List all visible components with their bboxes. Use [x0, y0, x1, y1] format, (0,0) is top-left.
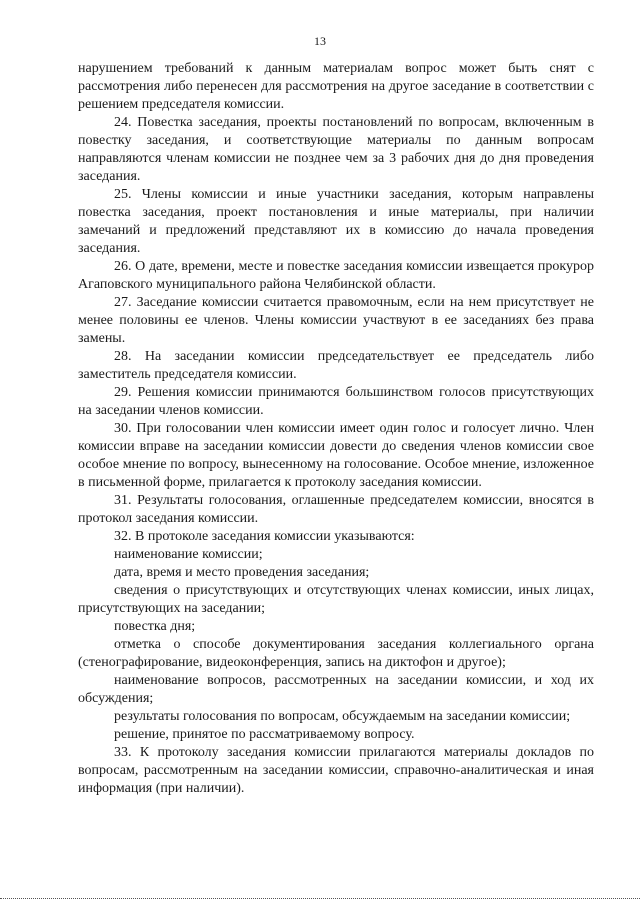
paragraph-24: 24. Повестка заседания, проекты постановлений по вопросам, включенным в повестку заседания, и соответствующие материалы по данным вопросам направляются членам комиссии не позднее чем за 3 рабочих дня до дня проведения заседания.: [78, 115, 594, 184]
paragraph-31: 31. Результаты голосования, оглашенные председателем комиссии, вносятся в протокол заседания комиссии.: [78, 493, 594, 526]
paragraph-29: 29. Решения комиссии принимаются большинством голосов присутствующих на заседании членов комиссии.: [78, 385, 594, 418]
paragraph-28: 28. На заседании комиссии председательствует ее председатель либо заместитель председателя комиссии.: [78, 349, 594, 382]
protocol-item-attendance: сведения о присутствующих и отсутствующих членах комиссии, иных лицах, присутствующих на заседании;: [78, 583, 594, 616]
paragraph-33: 33. К протоколу заседания комиссии прилагаются материалы докладов по вопросам, рассмотренным на заседании комиссии, справочно-аналитическая и иная информация (при наличии).: [78, 745, 594, 796]
page-number: 13: [314, 34, 326, 48]
protocol-item-date-time-place: дата, время и место проведения заседания;: [114, 565, 370, 580]
protocol-item-questions: наименование вопросов, рассмотренных на заседании комиссии, и ход их обсуждения;: [78, 673, 594, 706]
protocol-item-decision: решение, принятое по рассматриваемому вопросу.: [114, 727, 415, 742]
paragraph-30: 30. При голосовании член комиссии имеет один голос и голосует лично. Член комиссии вправе на заседании комиссии довести до сведения членов комиссии свое особое мнение по вопросу, вынесенному на голосование. Особое мнение, изложенное в письменной форме, прилагается к протоколу заседания комиссии.: [78, 421, 594, 490]
paragraph-27: 27. Заседание комиссии считается правомочным, если на нем присутствует не менее половины ее членов. Члены комиссии участвуют в ее заседаниях без права замены.: [78, 295, 594, 346]
paragraph-26: 26. О дате, времени, месте и повестке заседания комиссии извещается прокурор Агаповского муниципального района Челябинской области.: [78, 259, 594, 292]
paragraph-continuation: нарушением требований к данным материалам вопрос может быть снят с рассмотрения либо перенесен для рассмотрения на другое заседание в соответствии с решением председателя комиссии.: [78, 61, 594, 112]
protocol-item-agenda: повестка дня;: [114, 619, 196, 634]
protocol-item-voting-results: результаты голосования по вопросам, обсуждаемым на заседании комиссии;: [114, 709, 571, 724]
protocol-item-documentation-method: отметка о способе документирования заседания коллегиального органа (стенографирование, видеоконференция, запись на диктофон и другое);: [78, 637, 594, 670]
paragraph-25: 25. Члены комиссии и иные участники заседания, которым направлены повестка заседания, проект постановления и иные материалы, при наличии замечаний и предложений представляют их в комиссию до начала проведения заседания.: [78, 187, 594, 256]
footer-divider: [0, 898, 640, 899]
paragraph-32: 32. В протоколе заседания комиссии указываются:: [114, 529, 415, 544]
protocol-item-commission-name: наименование комиссии;: [114, 547, 263, 562]
document-body: [78, 60, 594, 798]
